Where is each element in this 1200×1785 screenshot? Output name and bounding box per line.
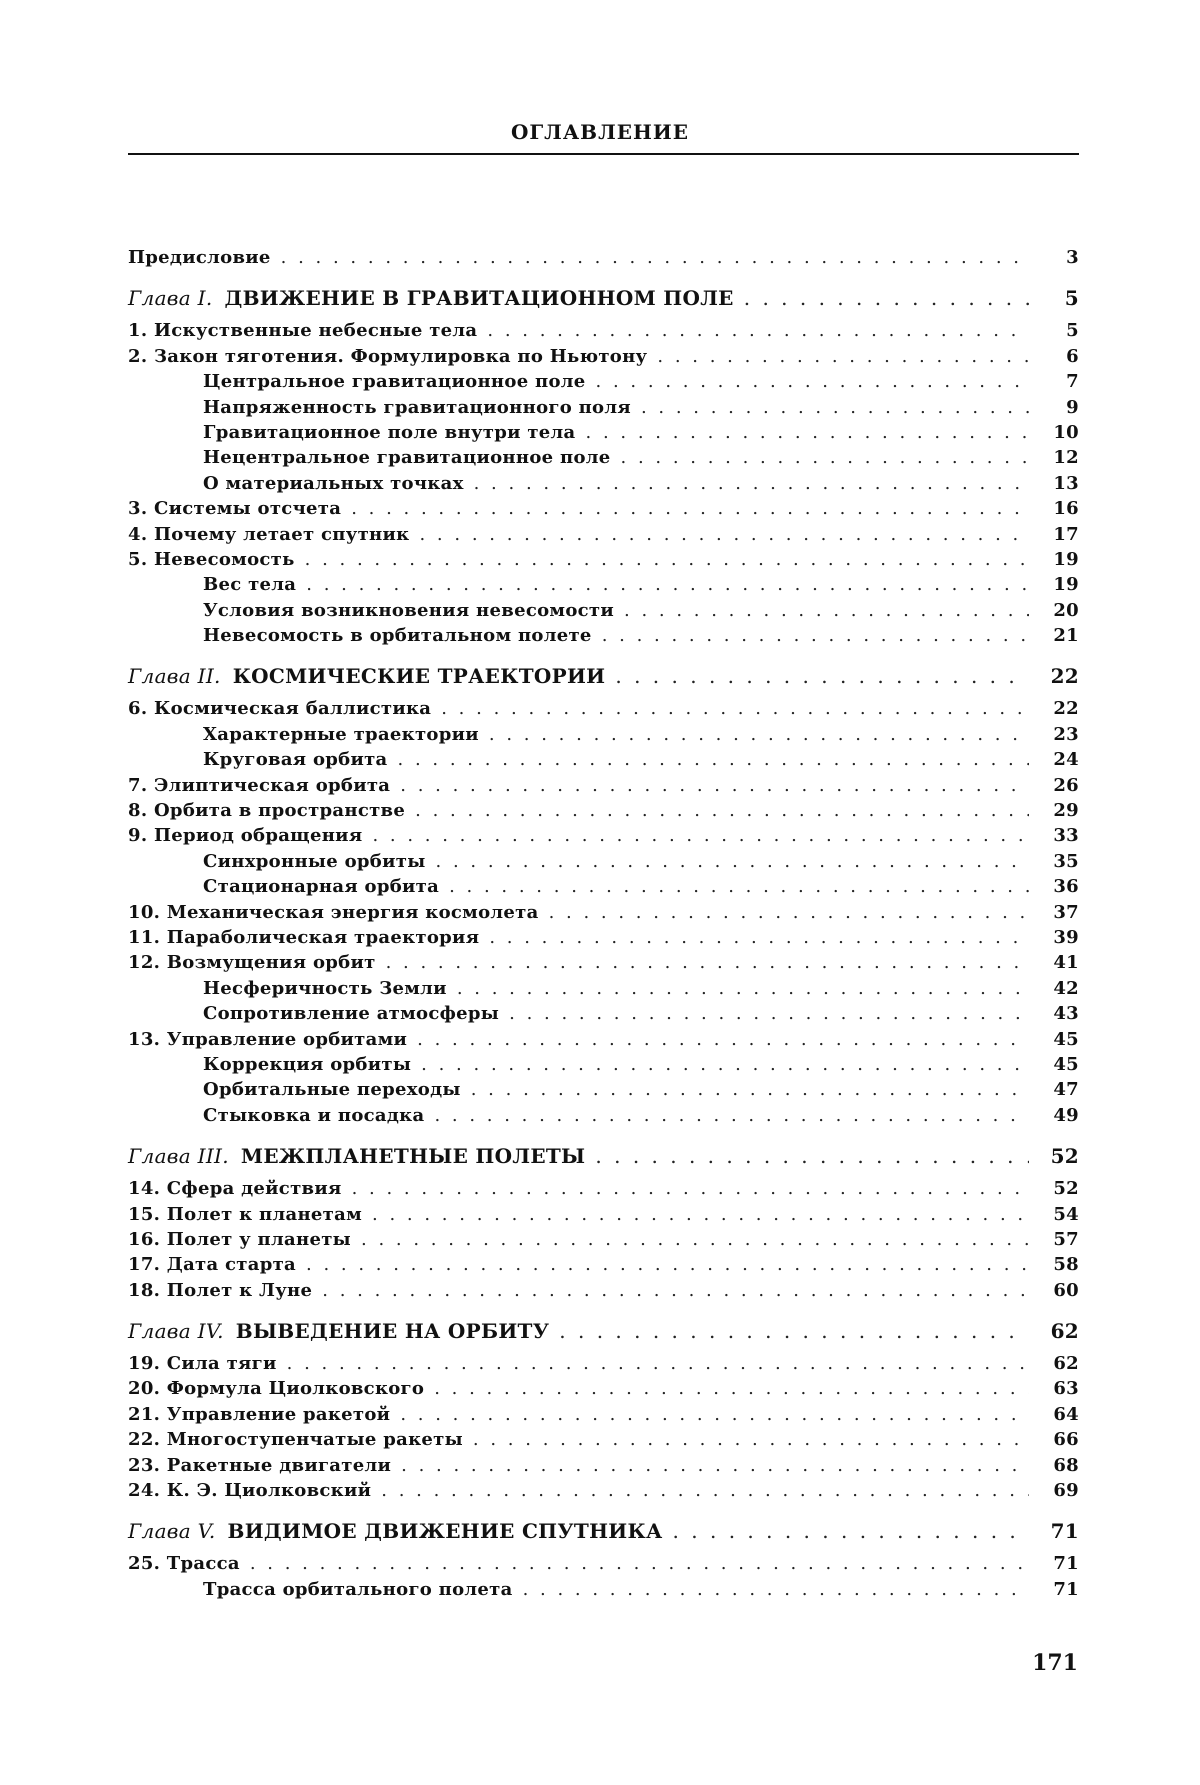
dot-leader	[615, 661, 1029, 691]
entry-page: 66	[1053, 1429, 1079, 1451]
entry-title: Невесомость в орбитальном полете	[203, 625, 592, 647]
entry-page: 42	[1053, 977, 1079, 999]
dot-leader	[281, 245, 1029, 270]
dot-leader	[306, 572, 1029, 597]
entry-page: 64	[1053, 1403, 1079, 1425]
dot-leader	[621, 445, 1030, 470]
entry-page: 24	[1053, 749, 1079, 771]
toc-entry	[128, 773, 1079, 798]
subsection-entry	[128, 976, 1079, 1001]
entry-page: 68	[1053, 1454, 1079, 1476]
entry-page: 36	[1053, 876, 1079, 898]
entry-page: 41	[1053, 952, 1079, 974]
entry-title: 4. Почему летает спутник	[128, 523, 410, 545]
entry-title	[128, 1516, 663, 1546]
dot-leader	[398, 747, 1029, 772]
entry-title: 12. Возмущения орбит	[128, 952, 376, 974]
entry-title: Синхронные орбиты	[203, 850, 426, 872]
entry-title: Стационарная орбита	[203, 876, 440, 898]
chapter-entry	[128, 1516, 1079, 1546]
entry-title: О материальных точках	[203, 472, 464, 494]
toc-entry	[128, 823, 1079, 848]
dot-leader	[400, 1402, 1029, 1427]
toc-entry	[128, 1551, 1079, 1576]
entry-page: 71	[1053, 1578, 1079, 1600]
entry-page: 29	[1053, 800, 1079, 822]
toc-entry	[128, 245, 1079, 270]
entry-page: 20	[1053, 599, 1079, 621]
entry-title: Несферичность Земли	[203, 977, 447, 999]
chapter-entry	[128, 661, 1079, 691]
toc-entry	[128, 1202, 1079, 1227]
toc-entry	[128, 1278, 1079, 1303]
title-rule	[128, 153, 1079, 155]
entry-title	[128, 1141, 585, 1171]
dot-leader	[322, 1278, 1029, 1303]
entry-title	[128, 661, 605, 691]
dot-leader	[401, 1453, 1029, 1478]
page-title: ОГЛАВЛЕНИЕ	[510, 120, 690, 144]
toc-entry	[128, 1227, 1079, 1252]
chapter-label: Глава II.	[128, 664, 221, 689]
dot-leader	[657, 344, 1029, 369]
entry-title: Круговая орбита	[203, 749, 388, 771]
dot-leader	[372, 823, 1029, 848]
subsection-entry	[128, 598, 1079, 623]
toc-entry	[128, 344, 1079, 369]
toc-entry	[128, 547, 1079, 572]
subsection-entry	[128, 1052, 1079, 1077]
entry-page: 39	[1053, 926, 1079, 948]
dot-leader	[449, 874, 1029, 899]
dot-leader	[523, 1577, 1029, 1602]
dot-leader	[595, 1141, 1029, 1171]
dot-leader	[473, 1427, 1029, 1452]
dot-leader	[417, 1027, 1029, 1052]
entry-page: 49	[1053, 1104, 1079, 1126]
entry-page: 57	[1053, 1228, 1079, 1250]
toc-entry	[128, 1376, 1079, 1401]
chapter-entry	[128, 1141, 1079, 1171]
dot-leader	[641, 395, 1029, 420]
entry-title: 8. Орбита в пространстве	[128, 800, 406, 822]
subsection-entry	[128, 623, 1079, 648]
dot-leader	[549, 900, 1029, 925]
dot-leader	[415, 798, 1029, 823]
entry-title: Характерные траектории	[203, 723, 479, 745]
entry-page: 3	[1066, 247, 1079, 268]
dot-leader	[673, 1516, 1029, 1546]
dot-leader	[381, 1478, 1029, 1503]
entry-page: 52	[1053, 1178, 1079, 1200]
dot-leader	[489, 925, 1029, 950]
entry-page: 19	[1053, 548, 1079, 570]
toc-entry	[128, 318, 1079, 343]
chapter-label: Глава III.	[128, 1144, 229, 1169]
subsection-entry	[128, 747, 1079, 772]
entry-page: 7	[1066, 371, 1079, 393]
chapter-entry	[128, 1316, 1079, 1346]
entry-title	[128, 283, 734, 313]
dot-leader	[436, 849, 1029, 874]
subsection-entry	[128, 722, 1079, 747]
dot-leader	[386, 950, 1029, 975]
subsection-entry	[128, 369, 1079, 394]
dot-leader	[586, 420, 1030, 445]
toc-entry	[128, 798, 1079, 823]
dot-leader	[624, 598, 1029, 623]
dot-leader	[487, 318, 1029, 343]
dot-leader	[287, 1351, 1029, 1376]
entry-title: 22. Многоступенчатые ракеты	[128, 1429, 463, 1451]
entry-title: 16. Полет у планеты	[128, 1228, 351, 1250]
entry-title: 13. Управление орбитами	[128, 1028, 408, 1050]
entry-page: 45	[1053, 1053, 1079, 1075]
dot-leader	[361, 1227, 1029, 1252]
entry-page: 71	[1053, 1553, 1079, 1575]
entry-title: Напряженность гравитационного поля	[203, 396, 631, 418]
subsection-entry	[128, 1577, 1079, 1602]
entry-page: 5	[1064, 286, 1079, 311]
entry-title: 17. Дата старта	[128, 1254, 297, 1276]
subsection-entry	[128, 420, 1079, 445]
entry-page: 47	[1053, 1079, 1079, 1101]
entry-page: 60	[1053, 1279, 1079, 1301]
chapter-title: ДВИЖЕНИЕ В ГРАВИТАЦИОННОМ ПОЛЕ	[224, 286, 734, 311]
chapter-label: Глава I.	[128, 286, 213, 311]
entry-title	[128, 1316, 549, 1346]
dot-leader	[471, 1077, 1029, 1102]
entry-page: 12	[1053, 447, 1079, 469]
entry-title: 2. Закон тяготения. Формулировка по Ньютону	[128, 345, 648, 367]
entry-page: 52	[1050, 1144, 1079, 1169]
dot-leader	[421, 1052, 1029, 1077]
entry-title: 15. Полет к планетам	[128, 1203, 363, 1225]
entry-page: 5	[1066, 320, 1079, 342]
toc-entry	[128, 925, 1079, 950]
dot-leader	[602, 623, 1029, 648]
subsection-entry	[128, 1001, 1079, 1026]
dot-leader	[559, 1316, 1029, 1346]
toc-entry	[128, 1351, 1079, 1376]
entry-page: 17	[1053, 523, 1079, 545]
entry-page: 33	[1053, 825, 1079, 847]
entry-page: 19	[1053, 574, 1079, 596]
entry-title: Центральное гравитационное поле	[203, 371, 586, 393]
subsection-entry	[128, 849, 1079, 874]
subsection-entry	[128, 471, 1079, 496]
dot-leader	[489, 722, 1029, 747]
entry-title: 19. Сила тяги	[128, 1353, 277, 1375]
entry-page: 37	[1053, 901, 1079, 923]
toc-entry	[128, 522, 1079, 547]
entry-page: 26	[1053, 774, 1079, 796]
toc-entry	[128, 1027, 1079, 1052]
toc-entry	[128, 1427, 1079, 1452]
dot-leader	[434, 1376, 1029, 1401]
toc-entry	[128, 900, 1079, 925]
toc-entry	[128, 1252, 1079, 1277]
chapter-label: Глава V.	[128, 1519, 216, 1544]
entry-page: 43	[1053, 1003, 1079, 1025]
entry-title: 20. Формула Циолковского	[128, 1378, 425, 1400]
entry-page: 69	[1053, 1480, 1079, 1502]
dot-leader	[596, 369, 1029, 394]
dot-leader	[434, 1103, 1029, 1128]
entry-title: Трасса орбитального полета	[203, 1578, 513, 1600]
chapter-title: ВИДИМОЕ ДВИЖЕНИЕ СПУТНИКА	[227, 1519, 663, 1544]
entry-title: Гравитационное поле внутри тела	[203, 421, 576, 443]
toc-entry	[128, 1453, 1079, 1478]
subsection-entry	[128, 1103, 1079, 1128]
subsection-entry	[128, 445, 1079, 470]
entry-page: 10	[1053, 421, 1079, 443]
entry-title: Условия возникновения невесомости	[203, 599, 614, 621]
entry-title: Нецентральное гравитационное поле	[203, 447, 611, 469]
toc-entry	[128, 1478, 1079, 1503]
dot-leader	[509, 1001, 1029, 1026]
entry-title: Орбитальные переходы	[203, 1079, 461, 1101]
entry-page: 71	[1050, 1519, 1079, 1544]
toc-entry	[128, 696, 1079, 721]
dot-leader	[352, 1176, 1029, 1201]
entry-page: 54	[1053, 1203, 1079, 1225]
entry-title: 24. К. Э. Циолковский	[128, 1480, 372, 1502]
entry-title: 10. Механическая энергия космолета	[128, 901, 539, 923]
entry-page: 62	[1050, 1319, 1079, 1344]
dot-leader	[474, 471, 1029, 496]
entry-page: 45	[1053, 1028, 1079, 1050]
entry-title: 9. Период обращения	[128, 825, 363, 847]
entry-page: 21	[1053, 625, 1079, 647]
toc-entry	[128, 950, 1079, 975]
entry-page: 13	[1053, 472, 1079, 494]
entry-page: 58	[1053, 1254, 1079, 1276]
chapter-label: Глава IV.	[128, 1319, 224, 1344]
dot-leader	[457, 976, 1029, 1001]
dot-leader	[250, 1551, 1029, 1576]
entry-page: 22	[1050, 664, 1079, 689]
entry-page: 22	[1053, 698, 1079, 720]
entry-page: 6	[1066, 345, 1079, 367]
subsection-entry	[128, 395, 1079, 420]
chapter-title: ВЫВЕДЕНИЕ НА ОРБИТУ	[235, 1319, 550, 1344]
dot-leader	[351, 496, 1029, 521]
entry-page: 16	[1053, 498, 1079, 520]
dot-leader	[744, 283, 1029, 313]
page-number: 171	[1032, 1650, 1078, 1676]
entry-title: 7. Элиптическая орбита	[128, 774, 391, 796]
entry-title: 3. Системы отсчета	[128, 498, 342, 520]
chapter-title: КОСМИЧЕСКИЕ ТРАЕКТОРИИ	[232, 664, 606, 689]
entry-page: 35	[1053, 850, 1079, 872]
entry-title: 5. Невесомость	[128, 548, 295, 570]
entry-title: 25. Трасса	[128, 1553, 240, 1575]
toc-entry	[128, 496, 1079, 521]
entry-page: 9	[1066, 396, 1079, 418]
toc-entry	[128, 1402, 1079, 1427]
chapter-title: МЕЖПЛАНЕТНЫЕ ПОЛЕТЫ	[240, 1144, 586, 1169]
subsection-entry	[128, 874, 1079, 899]
entry-page: 23	[1053, 723, 1079, 745]
entry-title: Предисловие	[128, 247, 271, 268]
dot-leader	[305, 547, 1029, 572]
subsection-entry	[128, 1077, 1079, 1102]
entry-title: Коррекция орбиты	[203, 1053, 412, 1075]
table-of-contents	[128, 245, 1079, 1602]
entry-title: 21. Управление ракетой	[128, 1403, 391, 1425]
entry-page: 62	[1053, 1353, 1079, 1375]
entry-title: Стыковка и посадка	[203, 1104, 425, 1126]
dot-leader	[400, 773, 1029, 798]
chapter-entry	[128, 283, 1079, 313]
entry-title: 14. Сфера действия	[128, 1178, 342, 1200]
entry-title: 11. Параболическая траектория	[128, 926, 480, 948]
entry-title: Сопротивление атмосферы	[203, 1003, 500, 1025]
entry-title: 18. Полет к Луне	[128, 1279, 313, 1301]
entry-page: 63	[1053, 1378, 1079, 1400]
entry-title: 23. Ракетные двигатели	[128, 1454, 392, 1476]
entry-title: Вес тела	[203, 574, 297, 596]
dot-leader	[441, 696, 1029, 721]
dot-leader	[372, 1202, 1029, 1227]
entry-title: 6. Космическая баллистика	[128, 698, 432, 720]
subsection-entry	[128, 572, 1079, 597]
toc-entry	[128, 1176, 1079, 1201]
dot-leader	[306, 1252, 1029, 1277]
entry-title: 1. Искуственные небесные тела	[128, 320, 478, 342]
dot-leader	[419, 522, 1029, 547]
